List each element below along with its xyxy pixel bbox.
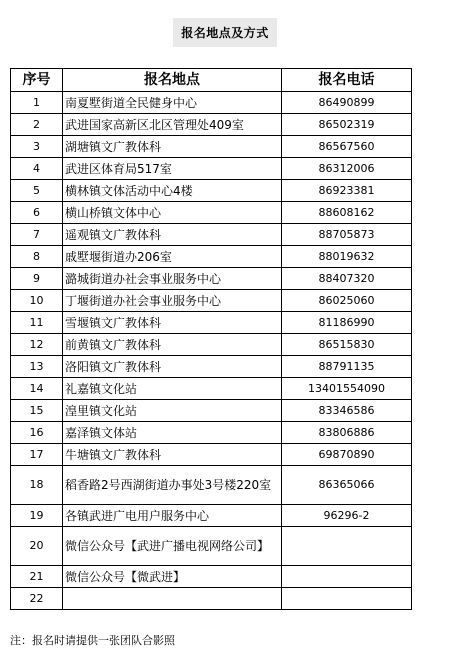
footnote: 注：报名时请提供一张团队合影照 <box>10 634 175 647</box>
header-index: 序号 <box>11 69 63 92</box>
row-phone: 86025060 <box>282 290 412 312</box>
table-row <box>11 290 412 312</box>
table-row <box>11 466 412 505</box>
row-index: 13 <box>11 356 63 378</box>
row-phone: 83806886 <box>282 422 412 444</box>
table-row <box>11 334 412 356</box>
row-phone: 88705873 <box>282 224 412 246</box>
table-row <box>11 400 412 422</box>
row-location: 潞城街道办社会事业服务中心 <box>63 268 282 290</box>
table-row <box>11 224 412 246</box>
row-index: 2 <box>11 114 63 136</box>
table-row <box>11 422 412 444</box>
row-phone: 86567560 <box>282 136 412 158</box>
row-phone: 88608162 <box>282 202 412 224</box>
table-row <box>11 136 412 158</box>
row-phone: 96296-2 <box>282 505 412 527</box>
header-phone: 报名电话 <box>282 69 412 92</box>
table-header-row <box>11 69 412 92</box>
row-phone: 88791135 <box>282 356 412 378</box>
table-row <box>11 356 412 378</box>
row-location: 武进国家高新区北区管理处409室 <box>63 114 282 136</box>
table-row <box>11 180 412 202</box>
row-location: 南夏墅街道全民健身中心 <box>63 92 282 114</box>
table-row <box>11 246 412 268</box>
table-row <box>11 566 412 588</box>
table-row <box>11 114 412 136</box>
table-row <box>11 378 412 400</box>
table-row <box>11 158 412 180</box>
row-location: 前黄镇文广教体科 <box>63 334 282 356</box>
row-location: 丁堰街道办社会事业服务中心 <box>63 290 282 312</box>
row-location: 各镇武进广电用户服务中心 <box>63 505 282 527</box>
row-phone <box>282 566 412 588</box>
registration-table <box>10 68 412 610</box>
row-index: 1 <box>11 92 63 114</box>
row-index: 7 <box>11 224 63 246</box>
row-index: 16 <box>11 422 63 444</box>
row-location: 稻香路2号西湖街道办事处3号楼220室 <box>63 466 282 505</box>
row-location: 遥观镇文广教体科 <box>63 224 282 246</box>
row-location: 湟里镇文化站 <box>63 400 282 422</box>
header-location: 报名地点 <box>63 69 282 92</box>
title-wrap <box>0 18 450 47</box>
row-phone: 86515830 <box>282 334 412 356</box>
table-row <box>11 92 412 114</box>
row-index: 15 <box>11 400 63 422</box>
table-row <box>11 312 412 334</box>
row-location: 礼嘉镇文化站 <box>63 378 282 400</box>
row-index: 19 <box>11 505 63 527</box>
row-location <box>63 588 282 610</box>
table-row <box>11 527 412 566</box>
table-row <box>11 505 412 527</box>
row-location: 微信公众号【微武进】 <box>63 566 282 588</box>
row-index: 3 <box>11 136 63 158</box>
row-phone: 83346586 <box>282 400 412 422</box>
row-location: 洛阳镇文广教体科 <box>63 356 282 378</box>
row-index: 14 <box>11 378 63 400</box>
row-index: 9 <box>11 268 63 290</box>
row-phone: 86490899 <box>282 92 412 114</box>
row-phone: 13401554090 <box>282 378 412 400</box>
row-phone: 86365066 <box>282 466 412 505</box>
row-phone <box>282 588 412 610</box>
row-index: 20 <box>11 527 63 566</box>
row-location: 嘉泽镇文体站 <box>63 422 282 444</box>
page-title: 报名地点及方式 <box>173 18 277 47</box>
row-phone: 69870890 <box>282 444 412 466</box>
row-index: 10 <box>11 290 63 312</box>
row-location: 牛塘镇文广教体科 <box>63 444 282 466</box>
table-row <box>11 444 412 466</box>
row-location: 雪堰镇文广教体科 <box>63 312 282 334</box>
row-location: 戚墅堰街道办206室 <box>63 246 282 268</box>
row-index: 4 <box>11 158 63 180</box>
row-index: 18 <box>11 466 63 505</box>
row-location: 横林镇文体活动中心4楼 <box>63 180 282 202</box>
row-index: 22 <box>11 588 63 610</box>
row-location: 横山桥镇文体中心 <box>63 202 282 224</box>
table-row <box>11 588 412 610</box>
row-index: 17 <box>11 444 63 466</box>
table-row <box>11 268 412 290</box>
row-index: 21 <box>11 566 63 588</box>
row-index: 5 <box>11 180 63 202</box>
row-index: 8 <box>11 246 63 268</box>
row-phone: 86502319 <box>282 114 412 136</box>
row-index: 11 <box>11 312 63 334</box>
row-location: 微信公众号【武进广播电视网络公司】 <box>63 527 282 566</box>
row-phone: 81186990 <box>282 312 412 334</box>
row-location: 武进区体育局517室 <box>63 158 282 180</box>
row-index: 12 <box>11 334 63 356</box>
row-phone: 86312006 <box>282 158 412 180</box>
row-phone <box>282 527 412 566</box>
row-index: 6 <box>11 202 63 224</box>
row-phone: 88407320 <box>282 268 412 290</box>
row-phone: 86923381 <box>282 180 412 202</box>
row-location: 湖塘镇文广教体科 <box>63 136 282 158</box>
row-phone: 88019632 <box>282 246 412 268</box>
table-row <box>11 202 412 224</box>
